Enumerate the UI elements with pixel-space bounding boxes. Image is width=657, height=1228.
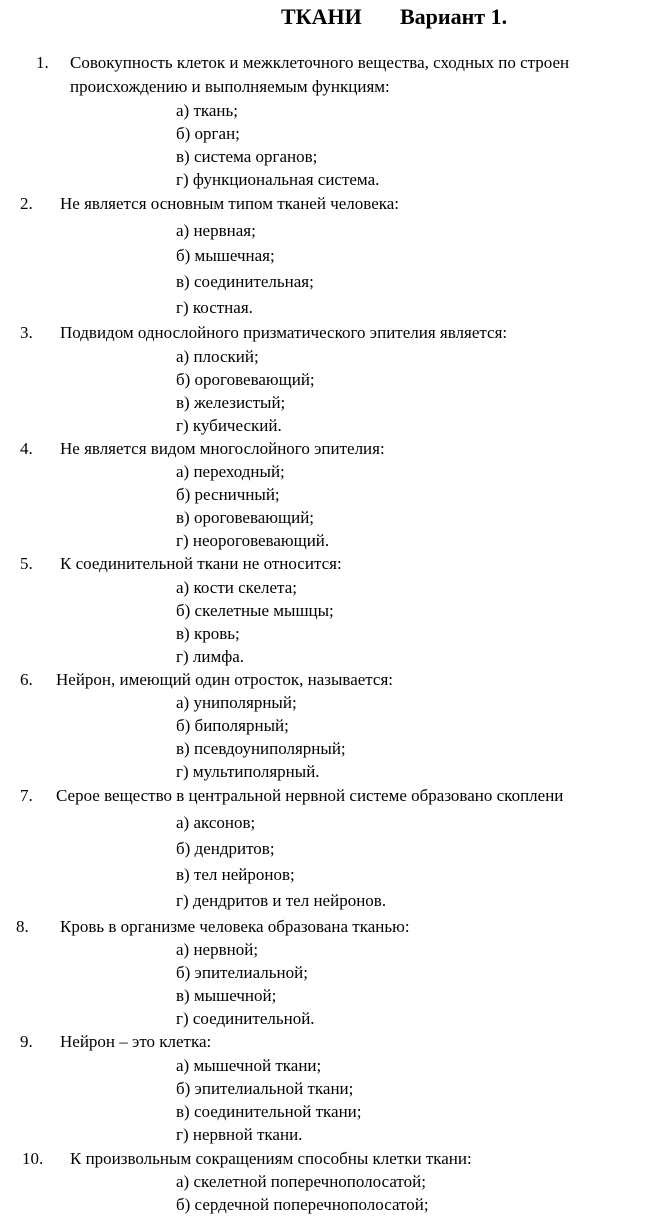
answer-option: а) скелетной поперечнополосатой; [176, 1172, 426, 1191]
question-number: 5. [20, 554, 33, 573]
answer-option: г) функциональная система. [176, 170, 380, 189]
question-text: происхождению и выполняемым функциям: [70, 77, 390, 96]
answer-option: а) мышечной ткани; [176, 1056, 322, 1075]
answer-option: г) нервной ткани. [176, 1125, 303, 1144]
question-text: Серое вещество в центральной нервной системе образовано скоплени [56, 786, 564, 805]
question-text: Нейрон, имеющий один отросток, называется: [56, 670, 394, 689]
answer-option: б) скелетные мышцы; [176, 601, 334, 620]
answer-option: в) тел нейронов; [176, 865, 295, 884]
answer-option: а) плоский; [176, 347, 259, 366]
question-number: 10. [22, 1149, 44, 1168]
answer-option: а) нервной; [176, 940, 259, 959]
question-text: Не является видом многослойного эпителия: [60, 439, 385, 458]
title-variant: Вариант 1. [400, 4, 508, 29]
answer-option: а) кости скелета; [176, 578, 297, 597]
answer-option: г) соединительной. [176, 1009, 315, 1028]
answer-option: в) кровь; [176, 624, 240, 643]
question-text: Совокупность клеток и межклеточного вещества, сходных по строен [70, 53, 570, 72]
question-number: 9. [20, 1032, 33, 1051]
question-text: Подвидом однослойного призматического эпителия является: [60, 323, 508, 342]
answer-option: в) железистый; [176, 393, 286, 412]
question-text: Не является основным типом тканей человека: [60, 194, 400, 213]
question-number: 1. [36, 53, 49, 72]
question-text: Кровь в организме человека образована тканью: [60, 917, 410, 936]
question-number: 3. [20, 323, 33, 342]
answer-option: в) псевдоуниполярный; [176, 739, 346, 758]
answer-option: г) мультиполярный. [176, 762, 320, 781]
question-text: Нейрон – это клетка: [60, 1032, 212, 1051]
question-number: 8. [16, 917, 29, 936]
question-number: 2. [20, 194, 33, 213]
answer-option: в) соединительной ткани; [176, 1102, 362, 1121]
answer-option: б) сердечной поперечнополосатой; [176, 1195, 429, 1214]
answer-option: г) неороговевающий. [176, 531, 330, 550]
answer-option: б) ороговевающий; [176, 370, 315, 389]
answer-option: г) дендритов и тел нейронов. [176, 891, 387, 910]
question-number: 6. [20, 670, 33, 689]
answer-option: г) костная. [176, 298, 253, 317]
title-topic: ТКАНИ [281, 4, 362, 29]
answer-option: а) униполярный; [176, 693, 297, 712]
answer-option: г) кубический. [176, 416, 282, 435]
answer-option: б) ресничный; [176, 485, 280, 504]
answer-option: а) аксонов; [176, 813, 256, 832]
answer-option: в) мышечной; [176, 986, 277, 1005]
answer-option: б) мышечная; [176, 246, 275, 265]
question-text: К соединительной ткани не относится: [60, 554, 342, 573]
answer-option: б) орган; [176, 124, 240, 143]
answer-option: а) ткань; [176, 101, 239, 120]
answer-option: б) эпителиальной; [176, 963, 308, 982]
answer-option: а) переходный; [176, 462, 285, 481]
question-number: 4. [20, 439, 33, 458]
answer-option: в) соединительная; [176, 272, 314, 291]
answer-option: а) нервная; [176, 221, 256, 240]
answer-option: в) система органов; [176, 147, 318, 166]
question-text: К произвольным сокращениям способны клетки ткани: [70, 1149, 472, 1168]
question-number: 7. [20, 786, 33, 805]
answer-option: б) эпителиальной ткани; [176, 1079, 354, 1098]
answer-option: б) дендритов; [176, 839, 275, 858]
answer-option: б) биполярный; [176, 716, 289, 735]
answer-option: г) лимфа. [176, 647, 245, 666]
answer-option: в) ороговевающий; [176, 508, 315, 527]
document-title [0, 4, 657, 34]
